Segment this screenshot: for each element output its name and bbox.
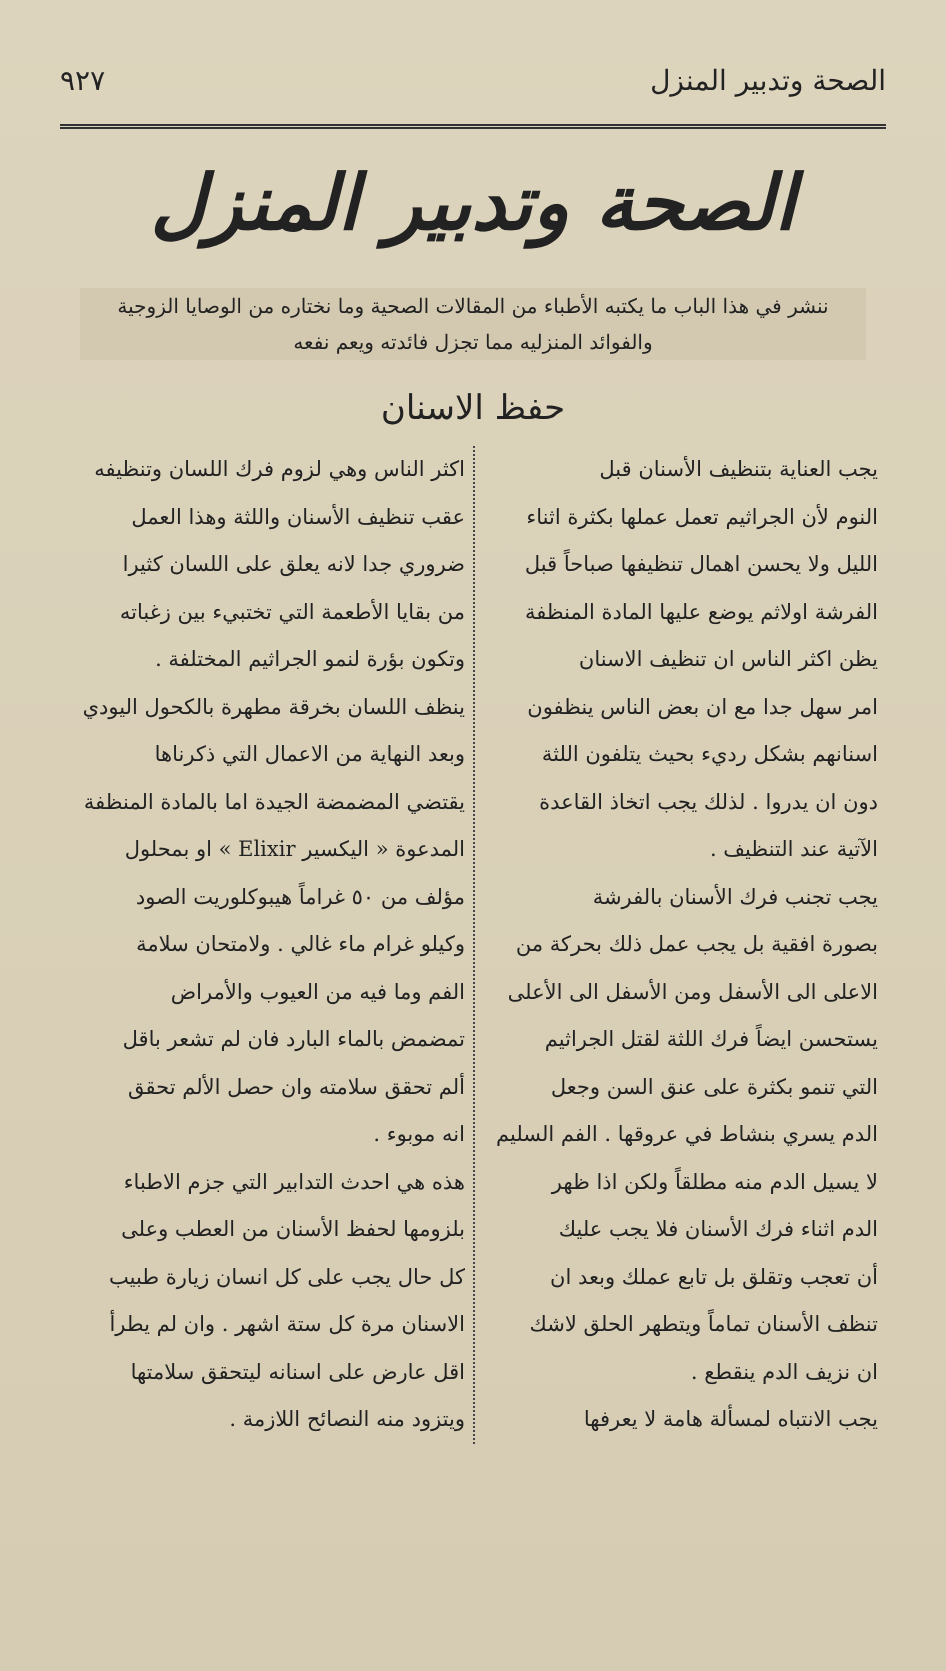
article-columns <box>60 446 886 1444</box>
text-line: يجب تجنب فرك الأسنان بالفرشة <box>592 884 878 909</box>
running-head <box>60 50 886 110</box>
text-line: اقل عارض على اسنانه ليتحقق سلامتها <box>130 1359 465 1384</box>
text-line: يستحسن ايضاً فرك اللثة لقتل الجراثيم <box>544 1027 878 1051</box>
text-line: عقب تنظيف الأسنان واللثة وهذا العمل <box>131 504 465 529</box>
text-line: بصورة افقية بل يجب عمل ذلك بحركة من <box>515 932 878 956</box>
text-line: تنظف الأسنان تماماً ويتطهر الحلق لاشك <box>529 1312 878 1336</box>
text-line: وبعد النهاية من الاعمال التي ذكرناها <box>154 742 465 766</box>
text-line: بلزومها لحفظ الأسنان من العطب وعلى <box>121 1217 465 1241</box>
text-line: الفرشة اولاثم يوضع عليها المادة المنظفة <box>525 599 878 624</box>
text-line: انه موبوء . <box>373 1122 465 1146</box>
text-line: المدعوة « اليكسير Elixir » او بمحلول <box>124 837 465 861</box>
text-line: كل حال يجب على كل انسان زيارة طبيب <box>109 1264 465 1289</box>
text-line: الاسنان مرة كل ستة اشهر . وان لم يطرأ <box>109 1312 465 1336</box>
right-column <box>473 446 886 1444</box>
text-line: أن تعجب وتقلق بل تابع عملك وبعد ان <box>550 1264 878 1289</box>
text-line: يظن اكثر الناس ان تنظيف الاسنان <box>578 647 878 671</box>
text-line: الليل ولا يحسن اهمال تنظيفها صباحاً قبل <box>524 552 878 576</box>
text-line: اكثر الناس وهي لزوم فرك اللسان وتنظيفه <box>94 457 465 481</box>
text-line: امر سهل جدا مع ان بعض الناس ينظفون <box>527 694 878 719</box>
text-line: مؤلف من ٥٠ غراماً هيبوكلوريت الصود <box>135 884 465 909</box>
text-line: ان نزيف الدم ينقطع . <box>690 1359 878 1384</box>
section-title: حفظ الاسنان <box>380 388 566 428</box>
text-line: من بقايا الأطعمة التي تختبيء بين زغباته <box>119 599 465 624</box>
intro-text <box>80 288 866 360</box>
text-line: النوم لأن الجراثيم تعمل عملها بكثرة اثناء <box>526 504 878 529</box>
intro-line: والفوائد المنزليه مما تجزل فائدته ويعم نفعه <box>293 330 653 354</box>
text-line: تمضمض بالماء البارد فان لم تشعر باقل <box>122 1027 465 1051</box>
text-line: الفم وما فيه من العيوب والأمراض <box>170 979 465 1004</box>
left-column <box>60 446 473 1444</box>
text-line: ضروري جدا لانه يعلق على اللسان كثيرا <box>122 552 465 576</box>
intro-line: ننشر في هذا الباب ما يكتبه الأطباء من المقالات الصحية وما نختاره من الوصايا الزوجية <box>117 294 829 318</box>
text-line: وكيلو غرام ماء غالي . ولامتحان سلامة <box>136 932 465 956</box>
header-rule <box>60 124 886 126</box>
masthead-title: الصحة وتدبير المنزل <box>150 158 796 247</box>
text-line: اسنانهم بشكل رديء بحيث يتلفون اللثة <box>541 742 878 766</box>
text-line: وتكون بؤرة لنمو الجراثيم المختلفة . <box>155 647 465 671</box>
page-number: ٩٢٧ <box>60 63 106 97</box>
text-line: دون ان يدروا . لذلك يجب اتخاذ القاعدة <box>539 789 878 814</box>
text-line: يجب الانتباه لمسألة هامة لا يعرفها <box>583 1407 878 1431</box>
text-line: الاعلى الى الأسفل ومن الأسفل الى الأعلى <box>507 979 878 1004</box>
text-line: لا يسيل الدم منه مطلقاً ولكن اذا ظهر <box>551 1169 878 1194</box>
text-line: التي تنمو بكثرة على عنق السن وجعل <box>550 1074 878 1099</box>
running-title: الصحة وتدبير المنزل <box>650 63 886 97</box>
text-line: هذه هي احدث التدابير التي جزم الاطباء <box>123 1169 465 1194</box>
text-line: يقتضي المضمضة الجيدة اما بالمادة المنظفة <box>83 789 465 814</box>
text-line: الدم يسري بنشاط في عروقها . الفم السليم <box>496 1122 878 1146</box>
text-line: ويتزود منه النصائح اللازمة . <box>229 1407 465 1431</box>
text-line: ألم تحقق سلامته وان حصل الألم تحقق <box>128 1074 465 1099</box>
text-line: الآتية عند التنظيف . <box>709 837 878 861</box>
text-line: يجب العناية بتنظيف الأسنان قبل <box>599 457 878 481</box>
text-line: الدم اثناء فرك الأسنان فلا يجب عليك <box>558 1217 878 1241</box>
text-line: ينظف اللسان بخرقة مطهرة بالكحول اليودي <box>82 694 465 719</box>
